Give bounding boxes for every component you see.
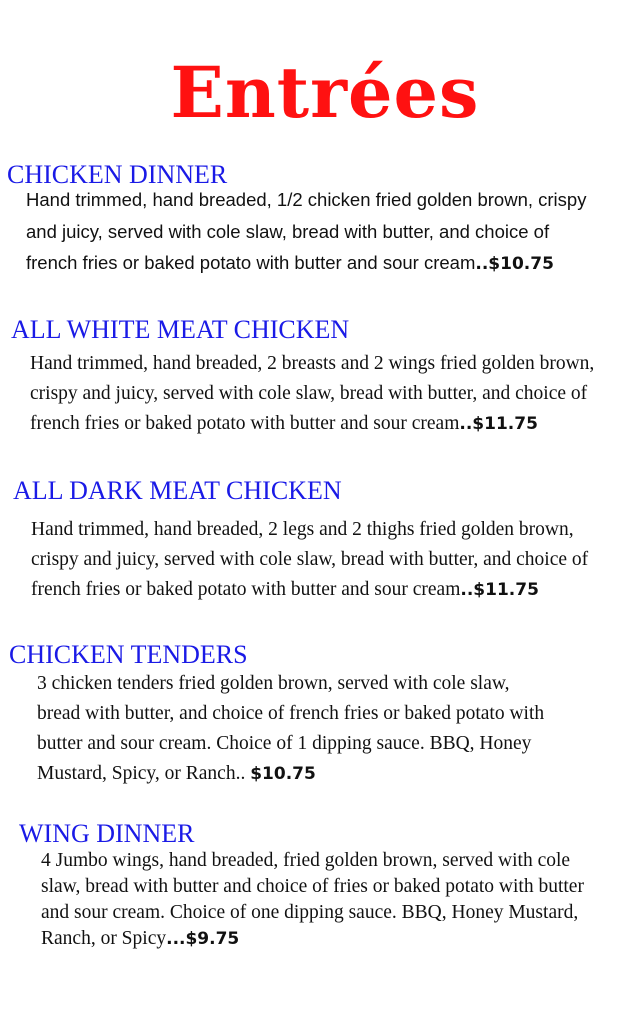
item-price: $10.75 [250, 764, 316, 784]
item-description-all-white-meat-chicken [30, 349, 595, 439]
description-text: 3 chicken tenders fried golden brown, served with cole slaw, bread with butter, and choice of french fries or baked potato with butter and sour cream. Choice of 1 dipping sauce. BBQ, Honey Mustard, Spicy, or Ranch.. [37, 673, 545, 784]
item-name-wing-dinner: WING DINNER [19, 819, 195, 848]
item-name-chicken-tenders: CHICKEN TENDERS [9, 640, 248, 669]
item-price: ..$11.75 [459, 414, 538, 434]
item-description-all-dark-meat-chicken [31, 515, 606, 605]
item-name-chicken-dinner: CHICKEN DINNER [7, 160, 228, 189]
item-name-all-dark-meat-chicken: ALL DARK MEAT CHICKEN [13, 476, 342, 505]
description-text: Hand trimmed, hand breaded, 2 breasts and 2 wings fried golden brown, crispy and juicy, served with cole slaw, bread with butter, and choice of french fries or baked potato with butter and sour cream [30, 353, 595, 434]
item-description-wing-dinner [41, 848, 601, 952]
description-text: Hand trimmed, hand breaded, 1/2 chicken fried golden brown, crispy and juicy, served with cole slaw, bread with butter, and choice of french fries or baked potato with butter and sour cream [26, 189, 587, 273]
item-description-chicken-tenders [37, 669, 555, 789]
description-text: Hand trimmed, hand breaded, 2 legs and 2 thighs fried golden brown, crispy and juicy, served with cole slaw, bread with butter, and choice of french fries or baked potato with butter and sour cream [31, 519, 589, 600]
item-price: ...$9.75 [166, 929, 240, 949]
menu-title: Entrées [170, 51, 480, 134]
description-text: 4 Jumbo wings, hand breaded, fried golden brown, served with cole slaw, bread with butter and choice of fries or baked potato with butter and sour cream. Choice of one dipping sauce. BBQ, Honey Mustard, Ranch, or Spicy [41, 850, 584, 949]
item-price: ..$10.75 [475, 254, 554, 274]
item-price: ..$11.75 [460, 580, 539, 600]
item-name-all-white-meat-chicken: ALL WHITE MEAT CHICKEN [11, 315, 350, 344]
item-description-chicken-dinner [26, 184, 588, 281]
